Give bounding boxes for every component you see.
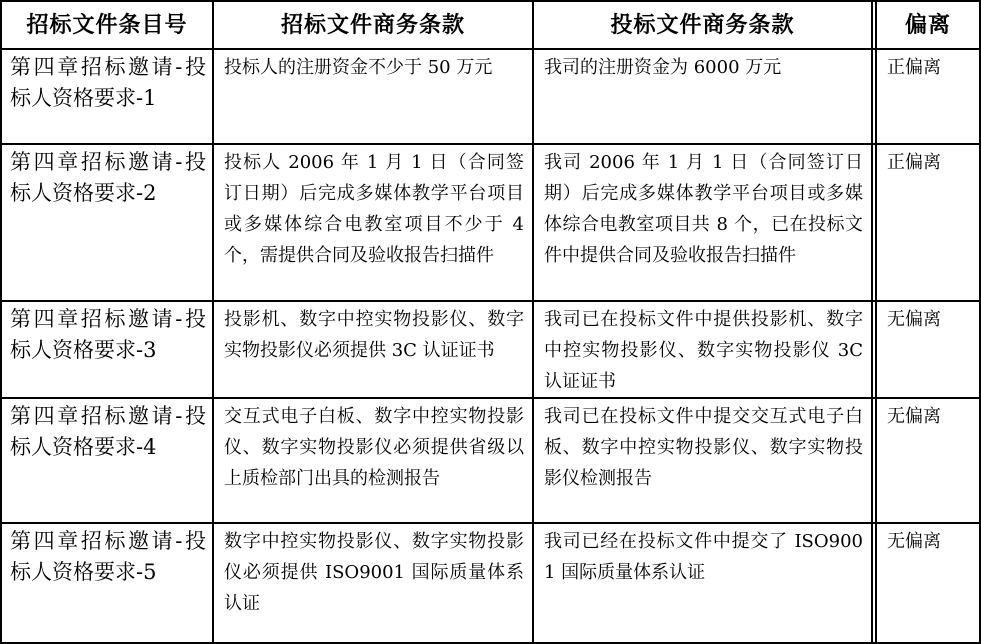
tender-terms-text: 投影机、数字中控实物投影仪、数字实物投影仪必须提供 3C 认证证书 [224, 309, 524, 361]
table-row [2, 50, 981, 145]
deviation-cell [877, 50, 981, 145]
clause-no-cell [2, 399, 214, 524]
header-tender-terms: 招标文件商务条款 [214, 2, 534, 50]
deviation-cell [877, 145, 981, 302]
table-row [2, 399, 981, 524]
clause-no-cell [2, 524, 214, 644]
bid-terms-text: 我司已在投标文件中提交交互式电子白板、数字中控实物投影仪、数字实物投影仪检测报告 [544, 406, 863, 489]
clause-no-text: 第四章招标邀请-投标人资格要求-2 [10, 150, 206, 205]
clause-no-cell [2, 302, 214, 399]
table-row [2, 302, 981, 399]
tender-terms-text: 交互式电子白板、数字中控实物投影仪、数字实物投影仪必须提供省级以上质检部门出具的检测报告 [224, 406, 524, 489]
tender-terms-text: 投标人 2006 年 1 月 1 日（合同签订日期）后完成多媒体教学平台项目或多媒体综合电教室项目不少于 4 个，需提供合同及验收报告扫描件 [224, 152, 524, 266]
tender-terms-cell [214, 524, 534, 644]
deviation-cell [877, 524, 981, 644]
deviation-cell [877, 399, 981, 524]
table-row [2, 145, 981, 302]
table-row [2, 524, 981, 644]
clause-no-cell [2, 145, 214, 302]
clause-no-text: 第四章招标邀请-投标人资格要求-4 [10, 404, 206, 459]
tender-terms-cell [214, 145, 534, 302]
clause-no-text: 第四章招标邀请-投标人资格要求-3 [10, 307, 206, 362]
header-deviation: 偏离 [877, 2, 981, 50]
tender-terms-text: 投标人的注册资金不少于 50 万元 [224, 57, 493, 78]
deviation-text: 无偏离 [887, 309, 941, 330]
bid-terms-cell [534, 50, 873, 145]
tender-terms-cell [214, 50, 534, 145]
deviation-text: 正偏离 [887, 57, 941, 78]
tender-terms-text: 数字中控实物投影仪、数字实物投影仪必须提供 ISO9001 国际质量体系认证 [224, 531, 524, 614]
bid-terms-cell [534, 302, 873, 399]
bid-terms-cell [534, 399, 873, 524]
clause-no-text: 第四章招标邀请-投标人资格要求-5 [10, 529, 206, 584]
deviation-text: 正偏离 [887, 152, 941, 173]
tender-terms-cell [214, 399, 534, 524]
deviation-text: 无偏离 [887, 406, 941, 427]
header-row [2, 2, 981, 50]
bid-terms-text: 我司 2006 年 1 月 1 日（合同签订日期）后完成多媒体教学平台项目或多媒体综合电教室项目共 8 个，已在投标文件中提供合同及验收报告扫描件 [544, 152, 863, 266]
bid-terms-cell [534, 524, 873, 644]
clause-no-cell [2, 50, 214, 145]
header-clause-no: 招标文件条目号 [2, 2, 214, 50]
bid-terms-text: 我司的注册资金为 6000 万元 [544, 57, 782, 78]
bid-terms-cell [534, 145, 873, 302]
deviation-cell [877, 302, 981, 399]
bid-terms-text: 我司已经在投标文件中提交了 ISO9001 国际质量体系认证 [544, 531, 863, 583]
tender-terms-cell [214, 302, 534, 399]
header-bid-terms: 投标文件商务条款 [534, 2, 873, 50]
clause-no-text: 第四章招标邀请-投标人资格要求-1 [10, 55, 206, 110]
bid-terms-text: 我司已在投标文件中提供投影机、数字中控实物投影仪、数字实物投影仪 3C 认证证书 [544, 309, 863, 392]
deviation-text: 无偏离 [887, 531, 941, 552]
